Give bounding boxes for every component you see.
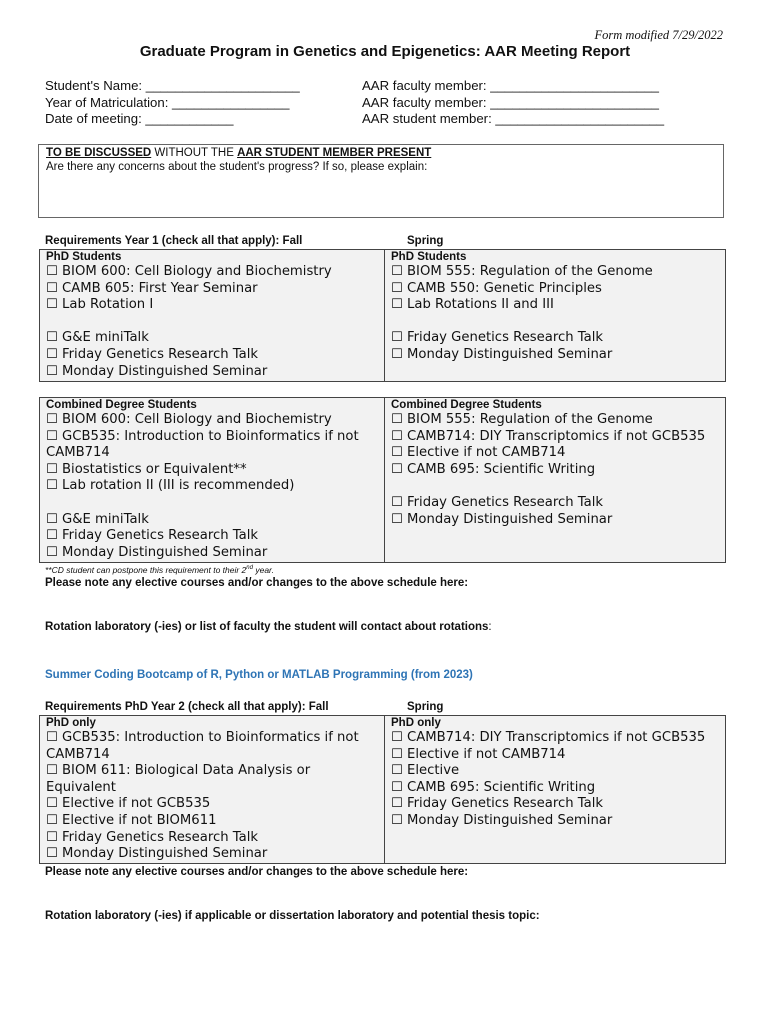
concerns-question: Are there any concerns about the student's progress? If so, please explain: — [46, 161, 428, 173]
year1-phd-table — [39, 249, 726, 382]
checkbox-item[interactable]: ☐ Monday Distinguished Seminar — [46, 544, 268, 560]
committee-info-block — [362, 78, 664, 128]
checkbox-item[interactable]: ☐ BIOM 600: Cell Biology and Biochemistry — [46, 264, 332, 279]
aar-faculty-member-field-1[interactable]: AAR faculty member: _______________________ — [362, 78, 659, 93]
cell-heading: PhD Students — [391, 251, 467, 263]
cell-heading: PhD Students — [46, 251, 122, 263]
aar-student-member-field[interactable]: AAR student member: _______________________ — [362, 111, 665, 127]
form-modified-date: Form modified 7/29/2022 — [594, 28, 723, 42]
year2-fall-cell — [40, 716, 385, 864]
year1-combined-fall-cell — [40, 398, 385, 563]
checkbox-item[interactable]: ☐ Elective if not GCB535 — [46, 796, 211, 812]
year2-spring-label: Spring — [407, 701, 444, 713]
year1-combined-table — [39, 397, 726, 563]
summer-bootcamp-heading: Summer Coding Bootcamp of R, Python or MATLAB Programming (from 2023) — [45, 669, 473, 681]
year1-elective-note: Please note any elective courses and/or changes to the above schedule here: — [45, 577, 469, 589]
checkbox-item[interactable]: ☐ Lab Rotation I — [46, 297, 154, 313]
checkbox-item[interactable]: ☐ Lab rotation II (III is recommended) — [46, 478, 295, 494]
checkbox-item[interactable]: ☐ Elective if not CAMB714 — [391, 445, 566, 461]
checkbox-item[interactable]: ☐ Friday Genetics Research Talk — [46, 829, 259, 845]
cell-heading: Combined Degree Students — [391, 399, 542, 411]
year2-phd-table — [39, 715, 726, 864]
footnote: **CD student can postpone this requirement to their 2nd year. — [45, 565, 274, 575]
checkbox-item[interactable]: ☐ CAMB 695: Scientific Writing — [391, 461, 596, 477]
checkbox-item[interactable]: ☐ BIOM 555: Regulation of the Genome — [391, 412, 653, 427]
checkbox-item[interactable]: ☐ CAMB 605: First Year Seminar — [46, 280, 258, 296]
cell-heading: PhD only — [46, 717, 96, 729]
checkbox-item[interactable]: ☐ G&E miniTalk — [46, 330, 149, 346]
checkbox-item[interactable]: ☐ Elective if not BIOM611 — [46, 812, 217, 828]
page-title: Graduate Program in Genetics and Epigenetics: AAR Meeting Report — [139, 43, 631, 60]
checkbox-item[interactable]: ☐ CAMB 550: Genetic Principles — [391, 280, 602, 296]
checkbox-item[interactable]: ☐ Monday Distinguished Seminar — [46, 846, 268, 862]
checkbox-item[interactable]: ☐ Friday Genetics Research Talk — [46, 346, 259, 362]
checkbox-item[interactable]: ☐ Monday Distinguished Seminar — [391, 511, 613, 527]
student-info-block — [45, 78, 300, 128]
checkbox-item[interactable]: ☐ Friday Genetics Research Talk — [391, 796, 604, 812]
concerns-box[interactable] — [38, 144, 724, 218]
year2-rotation-note: Rotation laboratory (-ies) if applicable or dissertation laboratory and potential thesis topic: — [45, 910, 540, 922]
year2-requirements-heading: Requirements PhD Year 2 (check all that apply): Fall — [45, 701, 329, 713]
year1-spring-label: Spring — [407, 235, 444, 247]
year-matriculation-field[interactable]: Year of Matriculation: ________________ — [45, 94, 290, 110]
year1-rotation-note: Rotation laboratory (-ies) or list of faculty the student will contact about rotations: — [45, 621, 492, 633]
checkbox-item[interactable]: ☐ Lab Rotations II and III — [391, 297, 554, 313]
checkbox-item[interactable]: ☐ Monday Distinguished Seminar — [391, 812, 613, 828]
checkbox-item[interactable]: ☐ Monday Distinguished Seminar — [46, 363, 268, 379]
checkbox-item[interactable]: ☐ Friday Genetics Research Talk — [391, 494, 604, 510]
checkbox-item[interactable]: ☐ CAMB714: DIY Transcriptomics if not GCB535 — [391, 730, 706, 745]
concerns-heading: TO BE DISCUSSED WITHOUT THE AAR STUDENT MEMBER PRESENT — [46, 147, 432, 159]
checkbox-item[interactable]: ☐ Friday Genetics Research Talk — [391, 330, 604, 346]
student-name-field[interactable]: Student's Name: _____________________ — [45, 78, 300, 93]
year1-phd-spring-cell — [385, 250, 726, 382]
checkbox-item[interactable]: ☐ Biostatistics or Equivalent** — [46, 461, 247, 477]
cell-heading: Combined Degree Students — [46, 399, 197, 411]
aar-faculty-member-field-2[interactable]: AAR faculty member: _______________________ — [362, 94, 659, 110]
date-meeting-field[interactable]: Date of meeting: ____________ — [45, 111, 234, 127]
year2-spring-cell — [385, 716, 726, 864]
cell-heading: PhD only — [391, 717, 441, 729]
year1-combined-spring-cell — [385, 398, 726, 563]
checkbox-item[interactable]: ☐ Elective if not CAMB714 — [391, 746, 566, 762]
year1-requirements-heading: Requirements Year 1 (check all that apply): Fall — [45, 235, 303, 247]
checkbox-item[interactable]: ☐ GCB535: Introduction to Bioinformatics if not CAMB714 — [46, 730, 359, 762]
checkbox-item[interactable]: ☐ BIOM 600: Cell Biology and Biochemistry — [46, 412, 332, 427]
year1-phd-fall-cell — [40, 250, 385, 382]
checkbox-item[interactable]: ☐ BIOM 611: Biological Data Analysis or Equivalent — [46, 763, 311, 795]
checkbox-item[interactable]: ☐ CAMB 695: Scientific Writing — [391, 779, 596, 795]
checkbox-item[interactable]: ☐ GCB535: Introduction to Bioinformatics if not CAMB714 — [46, 428, 359, 461]
checkbox-item[interactable]: ☐ Elective — [391, 763, 460, 779]
checkbox-item[interactable]: ☐ G&E miniTalk — [46, 511, 149, 527]
checkbox-item[interactable]: ☐ CAMB714: DIY Transcriptomics if not GCB535 — [391, 428, 706, 444]
year2-elective-note: Please note any elective courses and/or changes to the above schedule here: — [45, 866, 469, 878]
checkbox-item[interactable]: ☐ Monday Distinguished Seminar — [391, 346, 613, 362]
checkbox-item[interactable]: ☐ BIOM 555: Regulation of the Genome — [391, 264, 653, 279]
checkbox-item[interactable]: ☐ Friday Genetics Research Talk — [46, 528, 259, 544]
